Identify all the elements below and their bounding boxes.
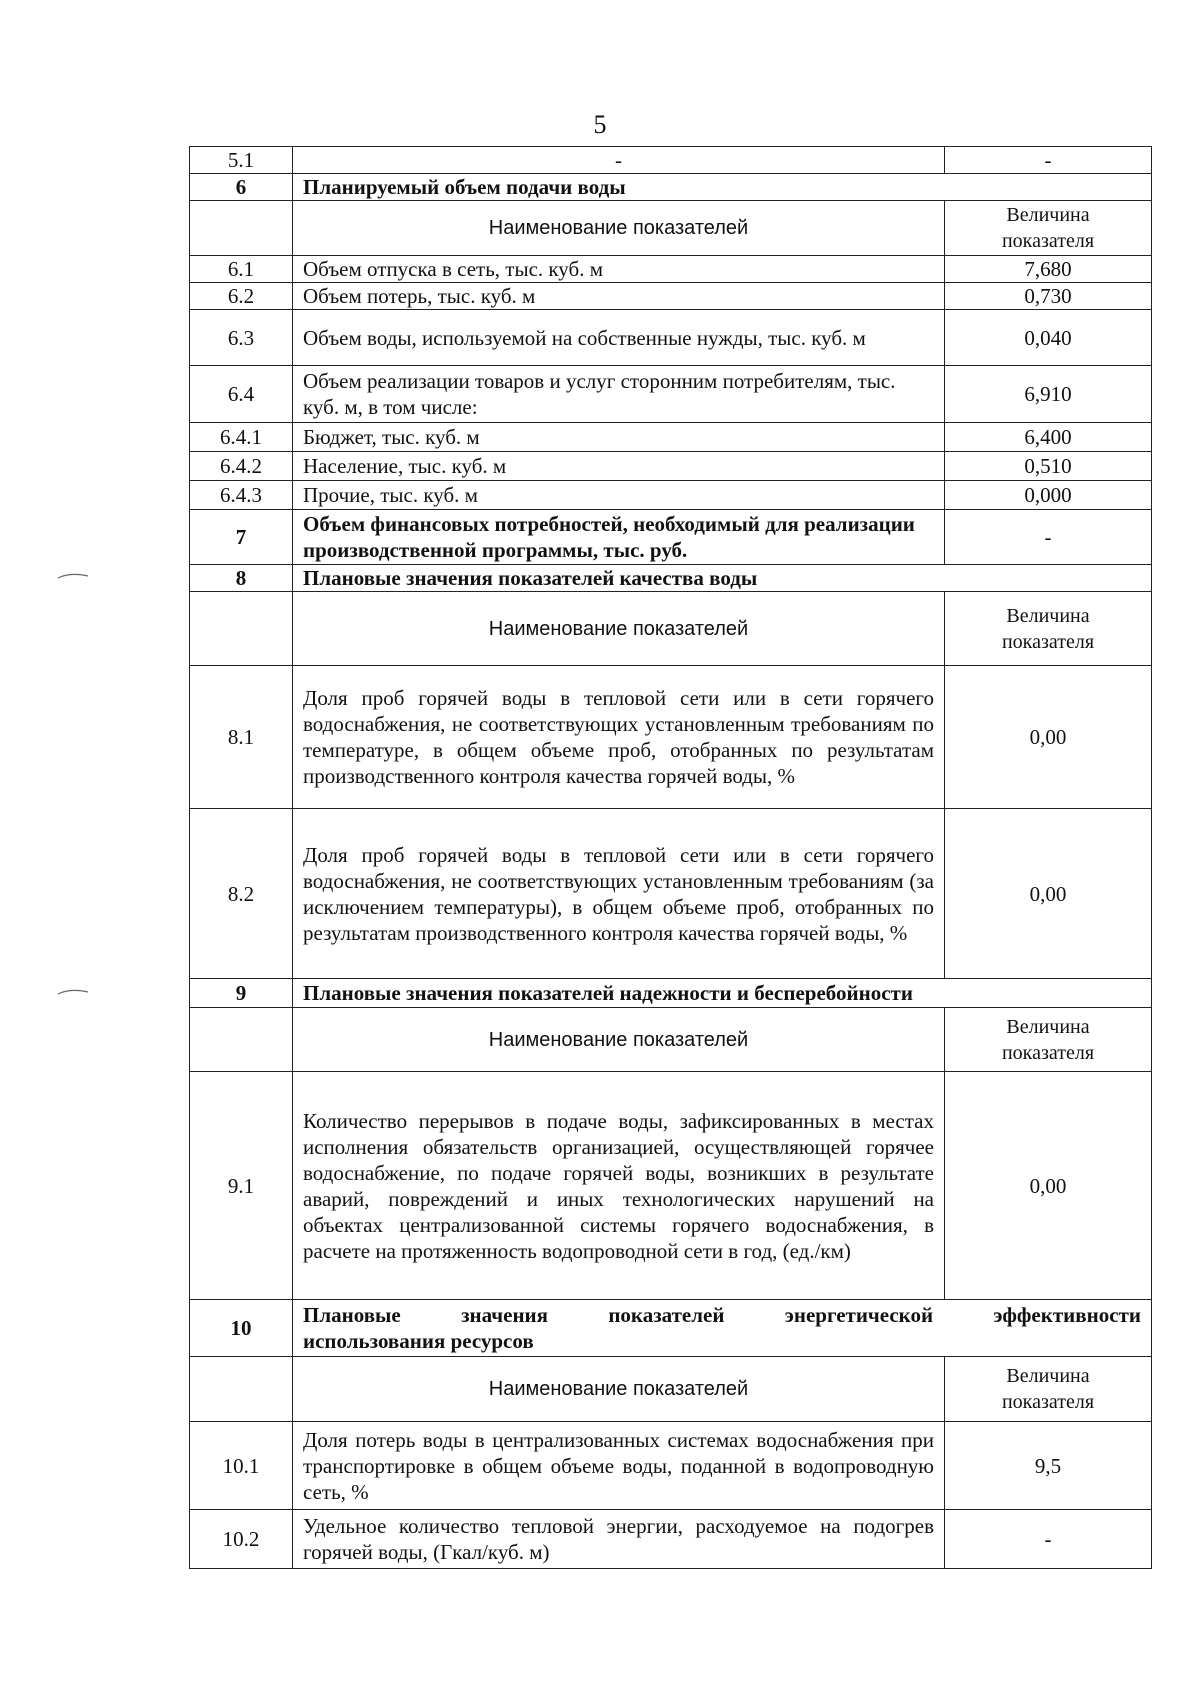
section-row	[190, 1300, 1152, 1357]
section-number: 10	[190, 1300, 293, 1357]
section-title: Объем финансовых потребностей, необходимый для реализации производственной программы, тыс. руб.	[293, 510, 945, 565]
row-number: 6.4.3	[190, 481, 293, 510]
section-number: 9	[190, 979, 293, 1008]
indicator-name: Объем реализации товаров и услуг сторонним потребителям, тыс. куб. м, в том числе:	[293, 366, 945, 423]
name-column-header: Наименование показателей	[293, 201, 945, 256]
column-header-row	[190, 1008, 1152, 1072]
table-row	[190, 423, 1152, 452]
indicator-value: -	[945, 147, 1152, 174]
indicator-name: Бюджет, тыс. куб. м	[293, 423, 945, 452]
indicators-table	[189, 146, 1152, 1569]
table-row	[190, 366, 1152, 423]
column-header-row	[190, 1357, 1152, 1422]
indicator-name: Прочие, тыс. куб. м	[293, 481, 945, 510]
section-title: Плановые значения показателей надежности и бесперебойности	[293, 979, 1152, 1008]
indicator-value: 0,00	[945, 666, 1152, 809]
table-row	[190, 481, 1152, 510]
indicator-name: Население, тыс. куб. м	[293, 452, 945, 481]
indicator-value: 7,680	[945, 256, 1152, 283]
row-number: 10.2	[190, 1510, 293, 1569]
table-row	[190, 283, 1152, 310]
value-column-header: Величина показателя	[945, 201, 1152, 256]
indicator-value: 6,910	[945, 366, 1152, 423]
indicator-name: Объем отпуска в сеть, тыс. куб. м	[293, 256, 945, 283]
table-row	[190, 1510, 1152, 1569]
row-number: 8.1	[190, 666, 293, 809]
indicator-value: 9,5	[945, 1422, 1152, 1510]
indicator-name: Доля проб горячей воды в тепловой сети или в сети горячего водоснабжения, не соответствующих установленным требованиям по температуре, в общем объеме проб, отобранных по результатам производственного контроля качества горячей воды, %	[293, 666, 945, 809]
name-column-header: Наименование показателей	[293, 1357, 945, 1422]
indicator-value: 6,400	[945, 423, 1152, 452]
indicator-value: 0,040	[945, 310, 1152, 366]
row-number: 6.1	[190, 256, 293, 283]
indicator-name: Объем потерь, тыс. куб. м	[293, 283, 945, 310]
row-number: 6.3	[190, 310, 293, 366]
section-title	[293, 1300, 1152, 1357]
indicator-value: 0,00	[945, 809, 1152, 979]
table-row	[190, 452, 1152, 481]
section-title-line-1: Плановые значения показателей энергетической эффективности	[303, 1303, 1141, 1327]
indicator-name: Удельное количество тепловой энергии, расходуемое на подогрев горячей воды, (Гкал/куб. м)	[293, 1510, 945, 1569]
table-row	[190, 666, 1152, 809]
indicator-name: Объем воды, используемой на собственные нужды, тыс. куб. м	[293, 310, 945, 366]
row-number: 6.4.1	[190, 423, 293, 452]
section-number: 6	[190, 174, 293, 201]
value-column-header: Величина показателя	[945, 1357, 1152, 1422]
row-number: 6.4.2	[190, 452, 293, 481]
section-row	[190, 979, 1152, 1008]
indicator-name: Доля потерь воды в централизованных системах водоснабжения при транспортировке в общем объеме воды, поданной в водопроводную сеть, %	[293, 1422, 945, 1510]
table-row	[190, 147, 1152, 174]
scan-mark	[58, 982, 88, 984]
row-number: 9.1	[190, 1072, 293, 1300]
scan-mark	[58, 566, 88, 568]
section-row	[190, 174, 1152, 201]
table-row	[190, 1422, 1152, 1510]
indicator-name: Количество перерывов в подаче воды, зафиксированных в местах исполнения обязательств организацией, осуществляющей горячее водоснабжение, по подаче горячей воды, возникших в результате аварий, повреждений и иных технологических нарушений на объектах централизованной системы горячего водоснабжения, в расчете на протяженность водопроводной сети в год, (ед./км)	[293, 1072, 945, 1300]
table-row	[190, 1072, 1152, 1300]
table-row	[190, 256, 1152, 283]
section-title-line-2: использования ресурсов	[303, 1329, 534, 1353]
column-header-row	[190, 201, 1152, 256]
section-title: Планируемый объем подачи воды	[293, 174, 1152, 201]
column-header-row	[190, 592, 1152, 666]
table-row	[190, 809, 1152, 979]
section-number: 8	[190, 565, 293, 592]
row-number: 6.2	[190, 283, 293, 310]
name-column-header: Наименование показателей	[293, 592, 945, 666]
name-column-header: Наименование показателей	[293, 1008, 945, 1072]
indicator-value: 0,730	[945, 283, 1152, 310]
indicator-value: 0,00	[945, 1072, 1152, 1300]
section-row	[190, 565, 1152, 592]
section-value: -	[945, 510, 1152, 565]
indicator-value: 0,510	[945, 452, 1152, 481]
row-number: 10.1	[190, 1422, 293, 1510]
value-column-header: Величина показателя	[945, 592, 1152, 666]
page-number: 5	[593, 110, 607, 139]
row-number: 6.4	[190, 366, 293, 423]
indicator-name: Доля проб горячей воды в тепловой сети или в сети горячего водоснабжения, не соответствующих установленным требованиям (за исключением температуры), в общем объеме проб, отобранных по результатам производственного контроля качества горячей воды, %	[293, 809, 945, 979]
section-title: Плановые значения показателей качества воды	[293, 565, 1152, 592]
row-number: 8.2	[190, 809, 293, 979]
value-column-header: Величина показателя	[945, 1008, 1152, 1072]
indicator-value: -	[945, 1510, 1152, 1569]
section-row	[190, 510, 1152, 565]
section-number: 7	[190, 510, 293, 565]
indicator-name: -	[293, 147, 945, 174]
indicator-value: 0,000	[945, 481, 1152, 510]
row-number: 5.1	[190, 147, 293, 174]
table-row	[190, 310, 1152, 366]
